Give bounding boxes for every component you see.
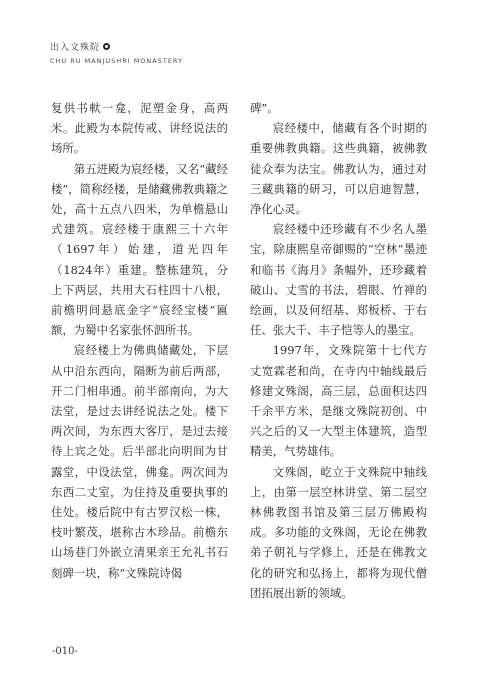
- header-title-en: CHU RU MANJUSHRI MONASTERY: [50, 57, 184, 65]
- header-title-cn-text: 出入文殊院: [50, 43, 101, 53]
- page-header: [50, 40, 183, 65]
- right-paragraph-3: 宸经楼中还珍藏有不少名人墨宝，除康熙皇帝御赐的“空林”墨迹和临书《海月》条幅外，还珍藏着破山、丈雪的书法，碧眼、竹禅的绘画，以及何绍基、郑板桥、于右任、张大千、丰子恺等人的墨宝。: [250, 222, 427, 338]
- left-paragraph-3: 宸经楼上为佛典储藏处，下层从中沿东西向，隔断为前后两部，开二门相串通。前半部南向，为大法堂，是过去讲经说法之处。楼下两次间，为东西大客厅，是过去接待上宾之处。后半部北向明间为甘露堂，中设法堂，佛龛。两次间为东西二丈室，为住持及重要执事的住处。楼后院中有古罗汉松一株，枝叶繁茂，堪称古木珍品。前檐东山场巷门外嵌立清果亲王允礼书石刻碑一块，称“文殊院诗偈: [51, 343, 228, 580]
- page-number: -010-: [52, 646, 78, 657]
- right-paragraph-1: 碑”。: [250, 101, 279, 115]
- right-column: [250, 98, 427, 603]
- left-paragraph-1: 复供书軑一龛，泥塑金身，高两米。此殿为本院传戒、讲经说法的场所。: [51, 101, 228, 156]
- right-paragraph-5: 文殊阁，屹立于文殊院中轴线上，由第一层空林讲堂、第二层空林佛教图书馆及第三层万佛殿构成。多功能的文殊阁，无论在佛教弟子朝礼与学修上，还是在佛教文化的研究和弘扬上，都将为现代僧团拓展出新的领域。: [250, 464, 427, 600]
- left-paragraph-2: 第五进殿为宸经楼，又名“藏经楼”，简称经楼，是储藏佛教典籍之处，高十五点八四米，为单檐悬山式建筑。宸经楼于康熙三十六年（1697年）始建，道光四年（1824年）重建。整栋建筑，分上下两层，共用大石柱四十八根，前檐明间悬底金字“宸经宝楼”匾额，为蜀中名家张怀泗所书。: [51, 161, 228, 338]
- right-paragraph-4: 1997年，文殊院第十七代方丈宽霖老和尚，在寺内中轴线最后修建文殊阁，高三层，总面积达四千余平方米，是继文殊院初创、中兴之后的又一大型主体建筑，造型精美，气势雄伟。: [250, 343, 427, 459]
- header-title-cn: [50, 40, 183, 53]
- left-column: [51, 98, 228, 583]
- circle-icon: [103, 43, 110, 50]
- right-paragraph-2: 宸经楼中，储藏有各个时期的重要佛教典籍。这些典籍，被佛教徒众奉为法宝。佛教认为，通过对三藏典籍的研习，可以启迪智慧，净化心灵。: [250, 121, 427, 217]
